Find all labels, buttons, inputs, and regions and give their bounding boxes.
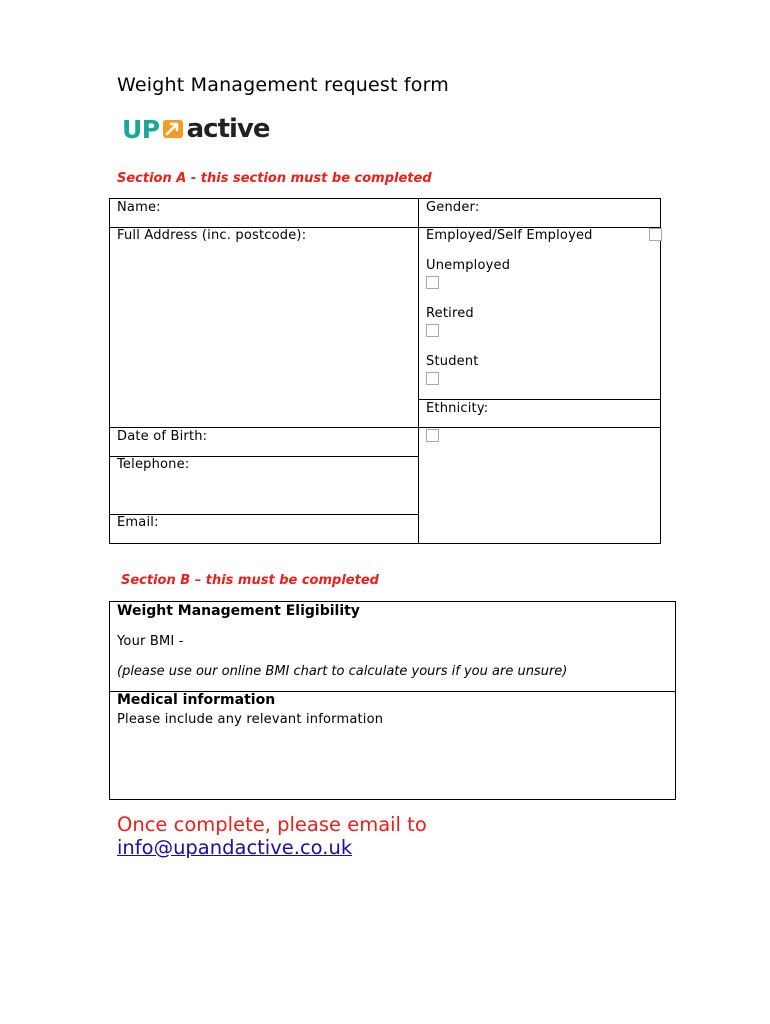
- closing-text: Once complete, please email to: [117, 813, 427, 836]
- table-row-line: [109, 427, 661, 428]
- student-checkbox[interactable]: [426, 372, 439, 385]
- table-row-line: [418, 399, 661, 400]
- table-border-top: [109, 198, 661, 199]
- logo-arrow-icon: [162, 118, 184, 140]
- telephone-label: Telephone:: [117, 457, 190, 472]
- table-border-bottom: [109, 543, 661, 544]
- page-title: Weight Management request form: [117, 74, 449, 96]
- medical-note: Please include any relevant information: [117, 712, 384, 727]
- logo-active-text: active: [186, 114, 270, 144]
- table-border-bottom: [109, 799, 676, 800]
- logo-up-text: UP: [122, 114, 160, 144]
- table-border-left: [109, 601, 110, 800]
- bmi-note: (please use our online BMI chart to calculate yours if you are unsure): [117, 664, 568, 679]
- medical-title: Medical information: [117, 692, 276, 708]
- address-label: Full Address (inc. postcode):: [117, 228, 307, 243]
- name-label: Name:: [117, 200, 161, 215]
- section-a-heading: Section A - this section must be completed: [117, 171, 432, 186]
- table-border-left: [109, 198, 110, 544]
- eligibility-title: Weight Management Eligibility: [117, 603, 360, 619]
- closing-message: [117, 813, 427, 859]
- gender-label: Gender:: [426, 200, 480, 215]
- upandactive-logo: [122, 113, 270, 145]
- retired-checkbox[interactable]: [426, 324, 439, 337]
- employment-option-employed: Employed/Self Employed: [426, 228, 593, 243]
- section-b-heading: Section B – this must be completed: [121, 573, 379, 588]
- table-border-right: [660, 198, 661, 544]
- dob-label: Date of Birth:: [117, 429, 208, 444]
- email-label: Email:: [117, 515, 159, 530]
- table-border-right: [675, 601, 676, 800]
- table-divider-vertical: [418, 198, 419, 544]
- table-border-top: [109, 601, 676, 602]
- unemployed-checkbox[interactable]: [426, 276, 439, 289]
- email-link[interactable]: info@upandactive.co.uk: [117, 836, 353, 859]
- employment-option-unemployed: Unemployed: [426, 258, 511, 273]
- employment-option-retired: Retired: [426, 306, 474, 321]
- ethnicity-checkbox[interactable]: [426, 429, 439, 442]
- bmi-label: Your BMI -: [117, 634, 184, 649]
- ethnicity-label: Ethnicity:: [426, 401, 489, 416]
- employment-option-student: Student: [426, 354, 479, 369]
- employed-checkbox[interactable]: [649, 228, 662, 241]
